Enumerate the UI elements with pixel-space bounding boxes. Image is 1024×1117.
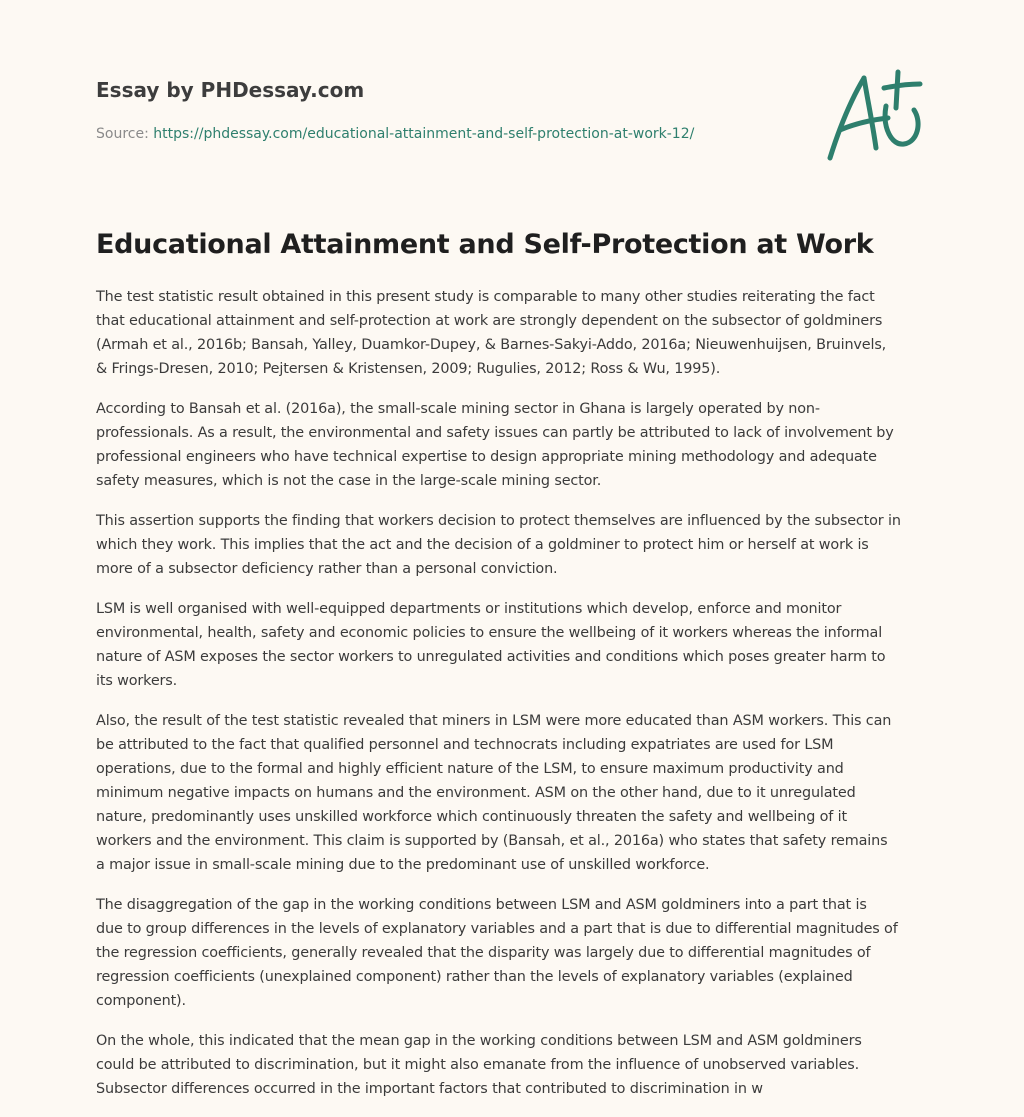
- text-line: more of a subsector deficiency rather than a personal conviction.: [96, 561, 558, 577]
- paragraph: [96, 597, 932, 693]
- article-title: Educational Attainment and Self-Protection at Work: [96, 229, 874, 260]
- paragraph: [96, 509, 932, 581]
- source-line: [96, 124, 796, 144]
- text-line: The disaggregation of the gap in the working conditions between LSM and ASM goldminers into a part that is: [96, 897, 867, 913]
- text-line: could be attributed to discrimination, but it might also emanate from the influence of unobserved variables.: [96, 1057, 860, 1073]
- text-line: the regression coefficients, generally revealed that the disparity was largely due to differential magnitudes of: [96, 945, 871, 961]
- text-line: According to Bansah et al. (2016a), the small-scale mining sector in Ghana is largely operated by non-: [96, 401, 820, 417]
- a-plus-logo-icon: [818, 66, 928, 166]
- text-line: component).: [96, 993, 186, 1009]
- text-line: This assertion supports the finding that workers decision to protect themselves are influenced by the subsector in: [96, 513, 901, 529]
- text-line: professionals. As a result, the environmental and safety issues can partly be attributed to lack of involvement by: [96, 425, 894, 441]
- text-line: On the whole, this indicated that the mean gap in the working conditions between LSM and ASM goldminers: [96, 1033, 862, 1049]
- paragraph: [96, 1029, 932, 1101]
- paragraph: [96, 397, 932, 493]
- paragraph: [96, 709, 932, 877]
- text-line: environmental, health, safety and economic policies to ensure the wellbeing of it workers whereas the informal: [96, 625, 883, 641]
- text-line: Also, the result of the test statistic revealed that miners in LSM were more educated than ASM workers. This can: [96, 713, 892, 729]
- text-line: nature, predominantly uses unskilled workforce which continuously threaten the safety and wellbeing of it: [96, 809, 847, 825]
- text-line: minimum negative impacts on humans and the environment. ASM on the other hand, due to it unregulated: [96, 785, 856, 801]
- text-line: be attributed to the fact that qualified personnel and technocrats including expatriates are used for LSM: [96, 737, 834, 753]
- article-body: [96, 285, 932, 1117]
- source-label: Source:: [96, 126, 154, 142]
- paragraph: [96, 893, 932, 1013]
- site-title: Essay by PHDessay.com: [96, 78, 365, 102]
- text-line: regression coefficients (unexplained component) rather than the levels of explanatory variables (explained: [96, 969, 853, 985]
- page-header: [96, 76, 796, 144]
- text-line: operations, due to the formal and highly efficient nature of the LSM, to ensure maximum productivity and: [96, 761, 844, 777]
- text-line: LSM is well organised with well-equipped departments or institutions which develop, enforce and monitor: [96, 601, 842, 617]
- text-line: workers and the environment. This claim is supported by (Bansah, et al., 2016a) who states that safety remains: [96, 833, 888, 849]
- text-line: nature of ASM exposes the sector workers to unregulated activities and conditions which poses greater harm to: [96, 649, 886, 665]
- text-line: safety measures, which is not the case in the large-scale mining sector.: [96, 473, 602, 489]
- text-line: a major issue in small-scale mining due to the predominant use of unskilled workforce.: [96, 857, 710, 873]
- text-line: which they work. This implies that the act and the decision of a goldminer to protect him or herself at work is: [96, 537, 869, 553]
- text-line: professional engineers who have technical expertise to design appropriate mining methodology and adequate: [96, 449, 877, 465]
- text-line: that educational attainment and self-protection at work are strongly dependent on the subsector of goldminers: [96, 313, 883, 329]
- text-line: Subsector differences occurred in the important factors that contributed to discrimination in w: [96, 1081, 763, 1097]
- text-line: its workers.: [96, 673, 178, 689]
- source-link[interactable]: https://phdessay.com/educational-attainment-and-self-protection-at-work-12/: [153, 126, 695, 142]
- text-line: & Frings-Dresen, 2010; Pejtersen & Kristensen, 2009; Rugulies, 2012; Ross & Wu, 1995).: [96, 361, 721, 377]
- text-line: The test statistic result obtained in this present study is comparable to many other studies reiterating the fact: [96, 289, 875, 305]
- text-line: (Armah et al., 2016b; Bansah, Yalley, Duamkor-Dupey, & Barnes-Sakyi-Addo, 2016a; Nieuwenhuijsen, Bruinvels,: [96, 337, 887, 353]
- text-line: due to group differences in the levels of explanatory variables and a part that is due to differential magnitudes of: [96, 921, 898, 937]
- paragraph: [96, 285, 932, 381]
